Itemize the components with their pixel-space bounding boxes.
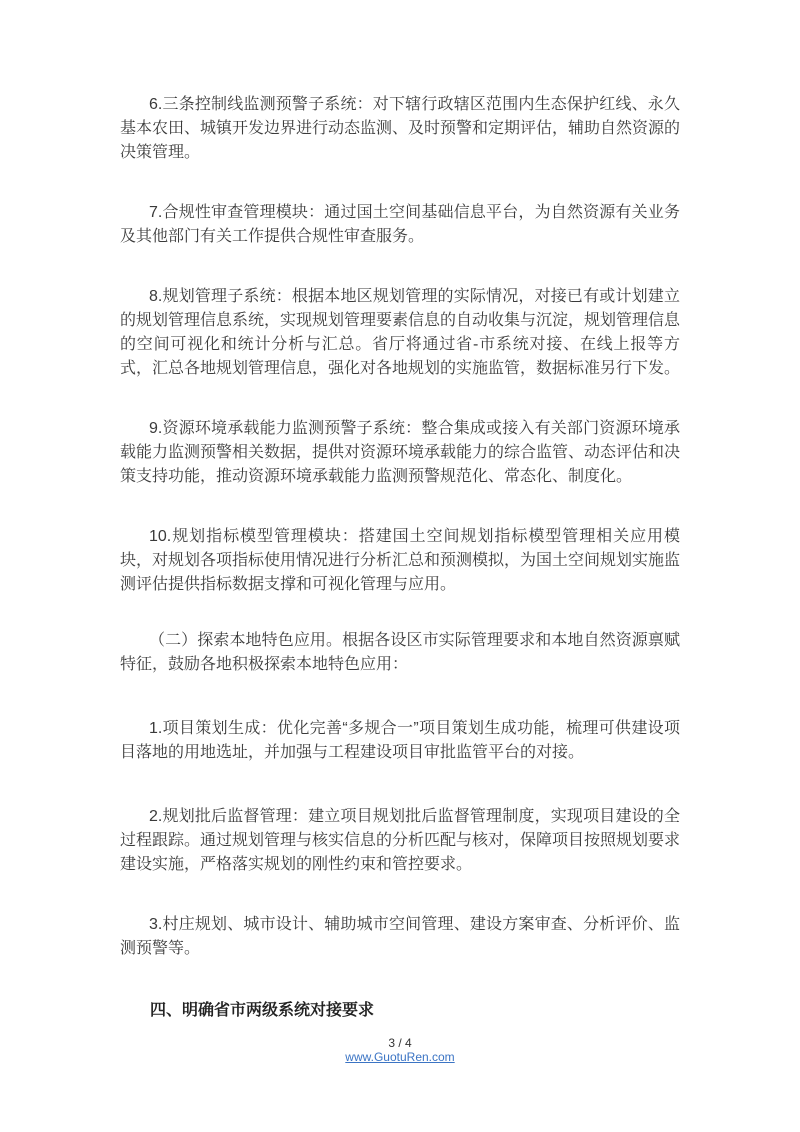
paragraph-app-1: 1.项目策划生成：优化完善“多规合一”项目策划生成功能，梳理可供建设项目落地的用地选址，并加强与工程建设项目审批监管平台的对接。	[120, 720, 680, 761]
paragraph-section-2: （二）探索本地特色应用。根据各设区市实际管理要求和本地自然资源禀赋特征，鼓励各地积极探索本地特色应用：	[120, 632, 680, 673]
section-heading: 四、明确省市两级系统对接要求	[150, 1002, 375, 1019]
page-number: 3 / 4	[388, 1036, 412, 1050]
paragraph-item-6: 6.三条控制线监测预警子系统：对下辖行政辖区范围内生态保护红线、永久基本农田、城镇开发边界进行动态监测、及时预警和定期评估，辅助自然资源的决策管理。	[120, 96, 681, 161]
paragraph-item-7: 7.合规性审查管理模块：通过国土空间基础信息平台，为自然资源有关业务及其他部门有关工作提供合规性审查服务。	[120, 204, 680, 245]
paragraph-item-10: 10.规划指标模型管理模块：搭建国土空间规划指标模型管理相关应用模块，对规划各项指标使用情况进行分析汇总和预测模拟，为国土空间规划实施监测评估提供指标数据支撑和可视化管理与应用。	[120, 528, 681, 593]
paragraph-app-2: 2.规划批后监督管理：建立项目规划批后监督管理制度，实现项目建设的全过程跟踪。通过规划管理与核实信息的分析匹配与核对，保障项目按照规划要求建设实施，严格落实规划的刚性约束和管控要求。	[120, 808, 681, 873]
paragraph-item-9: 9.资源环境承载能力监测预警子系统：整合集成或接入有关部门资源环境承载能力监测预警相关数据，提供对资源环境承载能力的综合监管、动态评估和决策支持功能，推动资源环境承载能力监测预警规范化、常态化、制度化。	[120, 420, 681, 485]
paragraph-item-8: 8.规划管理子系统：根据本地区规划管理的实际情况，对接已有或计划建立的规划管理信息系统，实现规划管理要素信息的自动收集与沉淀，规划管理信息的空间可视化和统计分析与汇总。省厅将通过省-市系统对接、在线上报等方式，汇总各地规划管理信息，强化对各地规划的实施监管，数据标准另行下发。	[120, 288, 681, 377]
paragraph-app-3: 3.村庄规划、城市设计、辅助城市空间管理、建设方案审查、分析评价、监测预警等。	[120, 916, 680, 957]
footer-link[interactable]: www.GuotuRen.com	[345, 1050, 455, 1064]
